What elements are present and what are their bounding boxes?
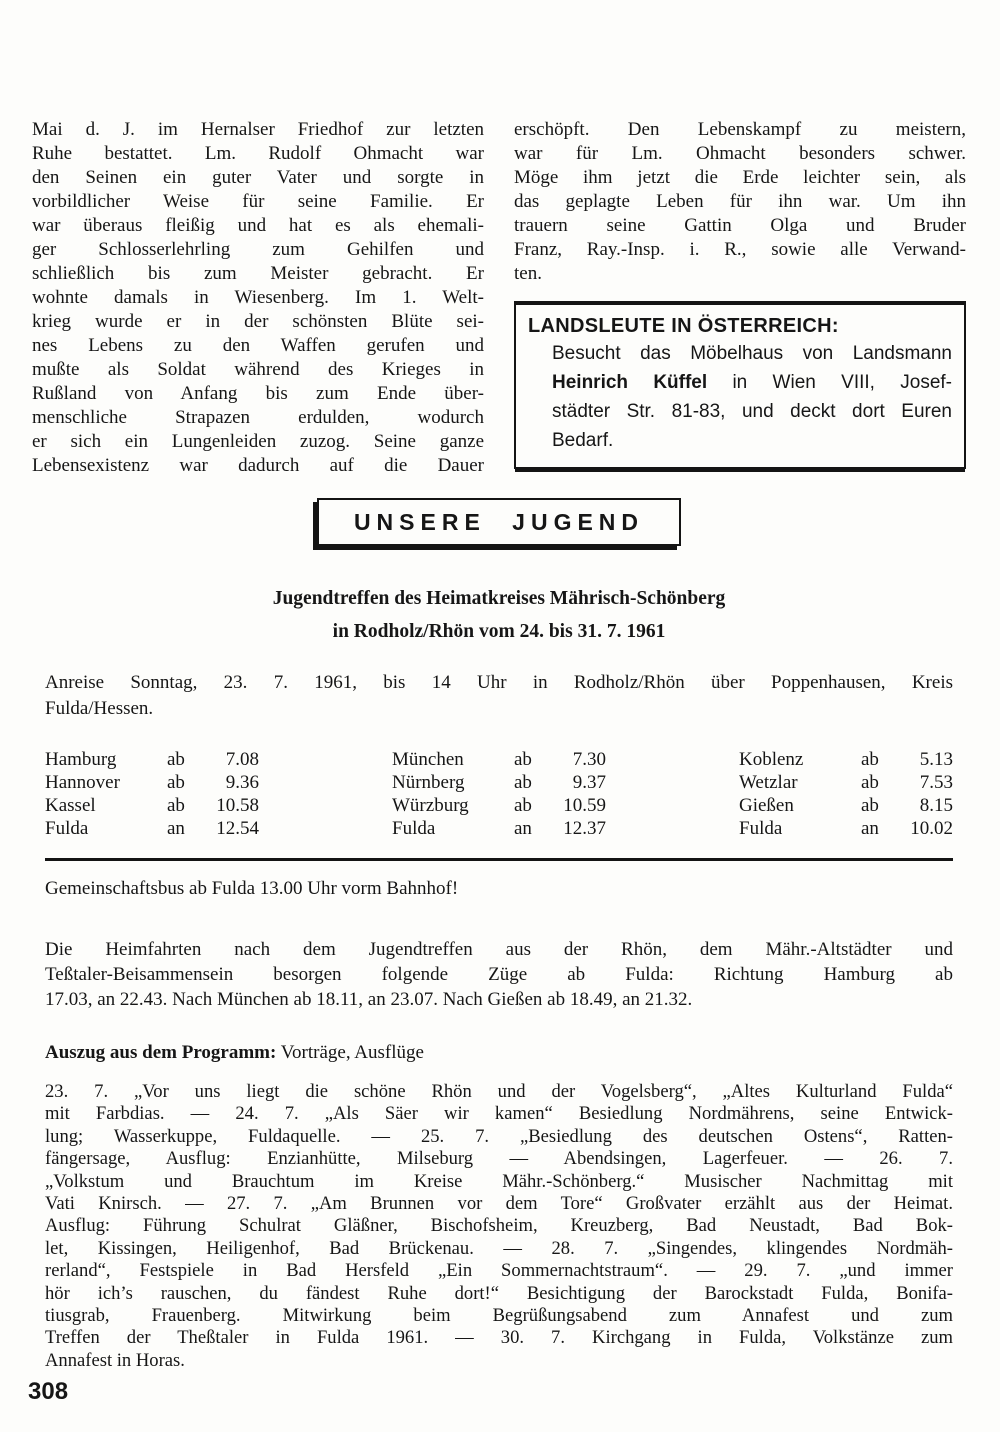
ab-an-label: ab xyxy=(167,749,185,770)
timetable-row xyxy=(45,794,259,817)
obituary-text-line: war für Lm. Ohmacht besonders schwer. xyxy=(514,143,966,164)
program-text-line: let, Kissingen, Heiligenhof, Bad Brückenau. — 28. 7. „Singendes, klingendes Nordmäh- xyxy=(45,1237,953,1259)
program-text-line: mit Farbdias. — 24. 7. „Als Säer wir kamen“ Besiedlung Nordmährens, seine Entwick- xyxy=(45,1103,953,1125)
advertisement-box xyxy=(514,301,966,469)
station-name: Gießen xyxy=(739,795,794,816)
station-name: Hamburg xyxy=(45,749,117,770)
obituary-text-line: wohnte damals in Wiesenberg. Im 1. Welt- xyxy=(32,287,484,308)
obituary-text-line: menschliche Strapazen erdulden, wodurch xyxy=(32,407,484,428)
timetable-row xyxy=(739,817,953,840)
obituary-text-line: Lebensexistenz war dadurch auf die Dauer xyxy=(32,455,484,476)
anreise-text-line: Anreise Sonntag, 23. 7. 1961, bis 14 Uhr in Rodholz/Rhön über Poppenhausen, Kreis xyxy=(45,672,953,693)
obituary-text-line: das geplagte Leben für ihn war. Um ihn xyxy=(514,191,966,212)
time-value: 9.36 xyxy=(225,772,259,793)
time-value: 10.58 xyxy=(216,795,259,816)
page-number: 308 xyxy=(28,1378,69,1405)
time-value: 10.02 xyxy=(910,818,953,839)
obituary-text-line: Rußland von Anfang bis zum Ende über- xyxy=(32,383,484,404)
program-text-line: Annafest in Horas. xyxy=(45,1349,185,1371)
heimfahrten-text-line: Die Heimfahrten nach dem Jugendtreffen aus der Rhön, dem Mähr.-Altstädter und xyxy=(45,939,953,960)
timetable-row xyxy=(739,771,953,794)
obituary-text-line: nes Lebens zu den Waffen gerufen und xyxy=(32,335,484,356)
obituary-text-line: trauern seine Gattin Olga und Bruder xyxy=(514,215,966,236)
program-text-line: rerland“, Festspiele in Bad Hersfeld „Ein Sommernachtstraum“. — 29. 7. „und immer xyxy=(45,1260,953,1282)
section-title: UNSERE JUGEND xyxy=(353,509,645,535)
time-value: 9.37 xyxy=(572,772,606,793)
program-text-line: „Volkstum und Brauchtum im Kreise Mähr.-Schönberg.“ Musischer Nachmittag mit xyxy=(45,1170,953,1192)
time-value: 12.37 xyxy=(563,818,606,839)
station-name: München xyxy=(392,749,464,770)
timetable-row xyxy=(45,748,259,771)
program-label-bold: Auszug aus dem Programm: xyxy=(45,1042,277,1063)
obituary-text-line: er sich ein Lungenleiden zuzog. Seine ganze xyxy=(32,431,484,452)
anreise-paragraph xyxy=(45,670,953,722)
ad-headline: LANDSLEUTE IN ÖSTERREICH: xyxy=(528,315,839,337)
program-label-rest: Vorträge, Ausflüge xyxy=(276,1042,424,1063)
timetable-group xyxy=(45,748,259,840)
ab-an-label: ab xyxy=(861,795,879,816)
ab-an-label: ab xyxy=(514,795,532,816)
program-paragraph xyxy=(45,1081,953,1372)
ad-body-line: städter Str. 81-83, und deckt dort Euren xyxy=(552,401,952,422)
ad-body-line: Besucht das Möbelhaus von Landsmann xyxy=(552,343,952,364)
time-value: 12.54 xyxy=(216,818,259,839)
obituary-left-column xyxy=(32,118,484,478)
time-value: 5.13 xyxy=(919,749,953,770)
time-value: 7.30 xyxy=(572,749,606,770)
timetable-group xyxy=(739,748,953,840)
time-value: 7.08 xyxy=(225,749,259,770)
ad-bold-name: Heinrich Küffel xyxy=(552,372,708,393)
program-text-line: fängersage, Ausflug: Enzianhütte, Milseburg — Abendsingen, Lagerfeuer. — 26. 7. xyxy=(45,1148,953,1170)
station-name: Koblenz xyxy=(739,749,804,770)
divider-rule xyxy=(45,858,953,861)
station-name: Würzburg xyxy=(392,795,469,816)
ad-body-line: Bedarf. xyxy=(552,430,614,451)
obituary-text-line: Mai d. J. im Hernalser Friedhof zur letzten xyxy=(32,119,484,140)
station-name: Nürnberg xyxy=(392,772,465,793)
obituary-text-line: war überaus fleißig und hat es als ehemali- xyxy=(32,215,484,236)
time-value: 10.59 xyxy=(563,795,606,816)
ab-an-label: ab xyxy=(861,772,879,793)
event-title-line2: in Rodholz/Rhön vom 24. bis 31. 7. 1961 xyxy=(332,621,666,642)
program-label-line xyxy=(45,1042,953,1064)
program-text-line: 23. 7. „Vor uns liegt die schöne Rhön und der Vogelsberg“, „Altes Kulturland Fulda“ xyxy=(45,1081,953,1102)
jugend-section-body xyxy=(45,670,953,1372)
program-text-line: Vati Knirsch. — 27. 7. „Am Brunnen vor dem Tore“ Großvater erzählt aus der Heimat. xyxy=(45,1193,953,1215)
obituary-text-line: den Seinen ein guter Vater und sorgte in xyxy=(32,167,484,188)
train-timetable xyxy=(45,748,953,840)
timetable-row xyxy=(392,771,606,794)
timetable-row xyxy=(392,748,606,771)
heimfahrten-paragraph xyxy=(45,937,953,1012)
section-title-box xyxy=(317,498,681,546)
ab-an-label: an xyxy=(861,818,879,839)
obituary-text-line: krieg wurde er in der schönsten Blüte sei- xyxy=(32,311,484,332)
station-name: Fulda xyxy=(392,818,436,839)
time-value: 8.15 xyxy=(919,795,953,816)
program-text-line: Ausflug: Führung Schulrat Gläßner, Bischofsheim, Kreuzberg, Bad Neustadt, Bad Bok- xyxy=(45,1215,953,1237)
obituary-text-line: vorbildlicher Weise für seine Familie. Er xyxy=(32,191,484,212)
bus-note: Gemeinschaftsbus ab Fulda 13.00 Uhr vorm Bahnhof! xyxy=(45,878,459,899)
obituary-text-line: Ruhe bestattet. Lm. Rudolf Ohmacht war xyxy=(32,143,484,164)
obituary-right-text xyxy=(514,118,966,286)
ab-an-label: ab xyxy=(514,749,532,770)
ad-body-line: Heinrich Küffel in Wien VIII, Josef- xyxy=(552,372,952,393)
station-name: Wetzlar xyxy=(739,772,798,793)
ab-an-label: ab xyxy=(514,772,532,793)
time-value: 7.53 xyxy=(919,772,953,793)
heimfahrten-text-line: Teßtaler-Beisammensein besorgen folgende Züge ab Fulda: Richtung Hamburg ab xyxy=(45,964,953,985)
obituary-text-line: Möge ihm jetzt die Erde leichter sein, als xyxy=(514,167,966,188)
program-text-line: lung; Wasserkuppe, Fuldaquelle. — 25. 7. „Besiedlung des deutschen Ostens“, Ratten- xyxy=(45,1125,953,1147)
heimfahrten-text-line: 17.03, an 22.43. Nach München ab 18.11, an 23.07. Nach Gießen ab 18.49, an 21.32. xyxy=(45,989,693,1010)
program-text-line: Treffen der Theßtaler in Fulda 1961. — 30. 7. Kirchgang in Fulda, Volkstänze zum xyxy=(45,1327,953,1349)
ab-an-label: ab xyxy=(861,749,879,770)
ab-an-label: an xyxy=(167,818,185,839)
timetable-row xyxy=(392,794,606,817)
station-name: Fulda xyxy=(45,818,89,839)
ab-an-label: ab xyxy=(167,772,185,793)
program-text-line: hör ich’s rauschen, du fändest Ruhe dort!“ Besichtigung der Barockstadt Fulda, Bonifa- xyxy=(45,1282,953,1304)
obituary-text-line: mußte als Soldat während des Krieges in xyxy=(32,359,484,380)
anreise-text-line: Fulda/Hessen. xyxy=(45,698,154,719)
ab-an-label: ab xyxy=(167,795,185,816)
ab-an-label: an xyxy=(514,818,532,839)
timetable-row xyxy=(392,817,606,840)
obituary-text-line: schließlich bis zum Meister gebracht. Er xyxy=(32,263,484,284)
ad-body xyxy=(528,339,952,455)
station-name: Hannover xyxy=(45,772,120,793)
obituary-right-column xyxy=(514,118,966,478)
event-title-line1: Jugendtreffen des Heimatkreises Mährisch-Schönberg xyxy=(272,588,726,609)
obituary-columns xyxy=(32,118,966,478)
program-text-line: tiusgrab, Frauenberg. Mitwirkung beim Begrüßungsabend zum Annafest und zum xyxy=(45,1305,953,1327)
obituary-text-line: erschöpft. Den Lebenskampf zu meistern, xyxy=(514,119,966,140)
event-heading xyxy=(32,582,966,648)
station-name: Fulda xyxy=(739,818,783,839)
obituary-text-line: ger Schlosserlehrling zum Gehilfen und xyxy=(32,239,484,260)
timetable-row xyxy=(45,817,259,840)
obituary-text-line: Franz, Ray.-Insp. i. R., sowie alle Verwand- xyxy=(514,239,966,260)
timetable-group xyxy=(392,748,606,840)
station-name: Kassel xyxy=(45,795,96,816)
timetable-row xyxy=(45,771,259,794)
obituary-text-line: ten. xyxy=(514,263,542,284)
timetable-row xyxy=(739,748,953,771)
timetable-row xyxy=(739,794,953,817)
